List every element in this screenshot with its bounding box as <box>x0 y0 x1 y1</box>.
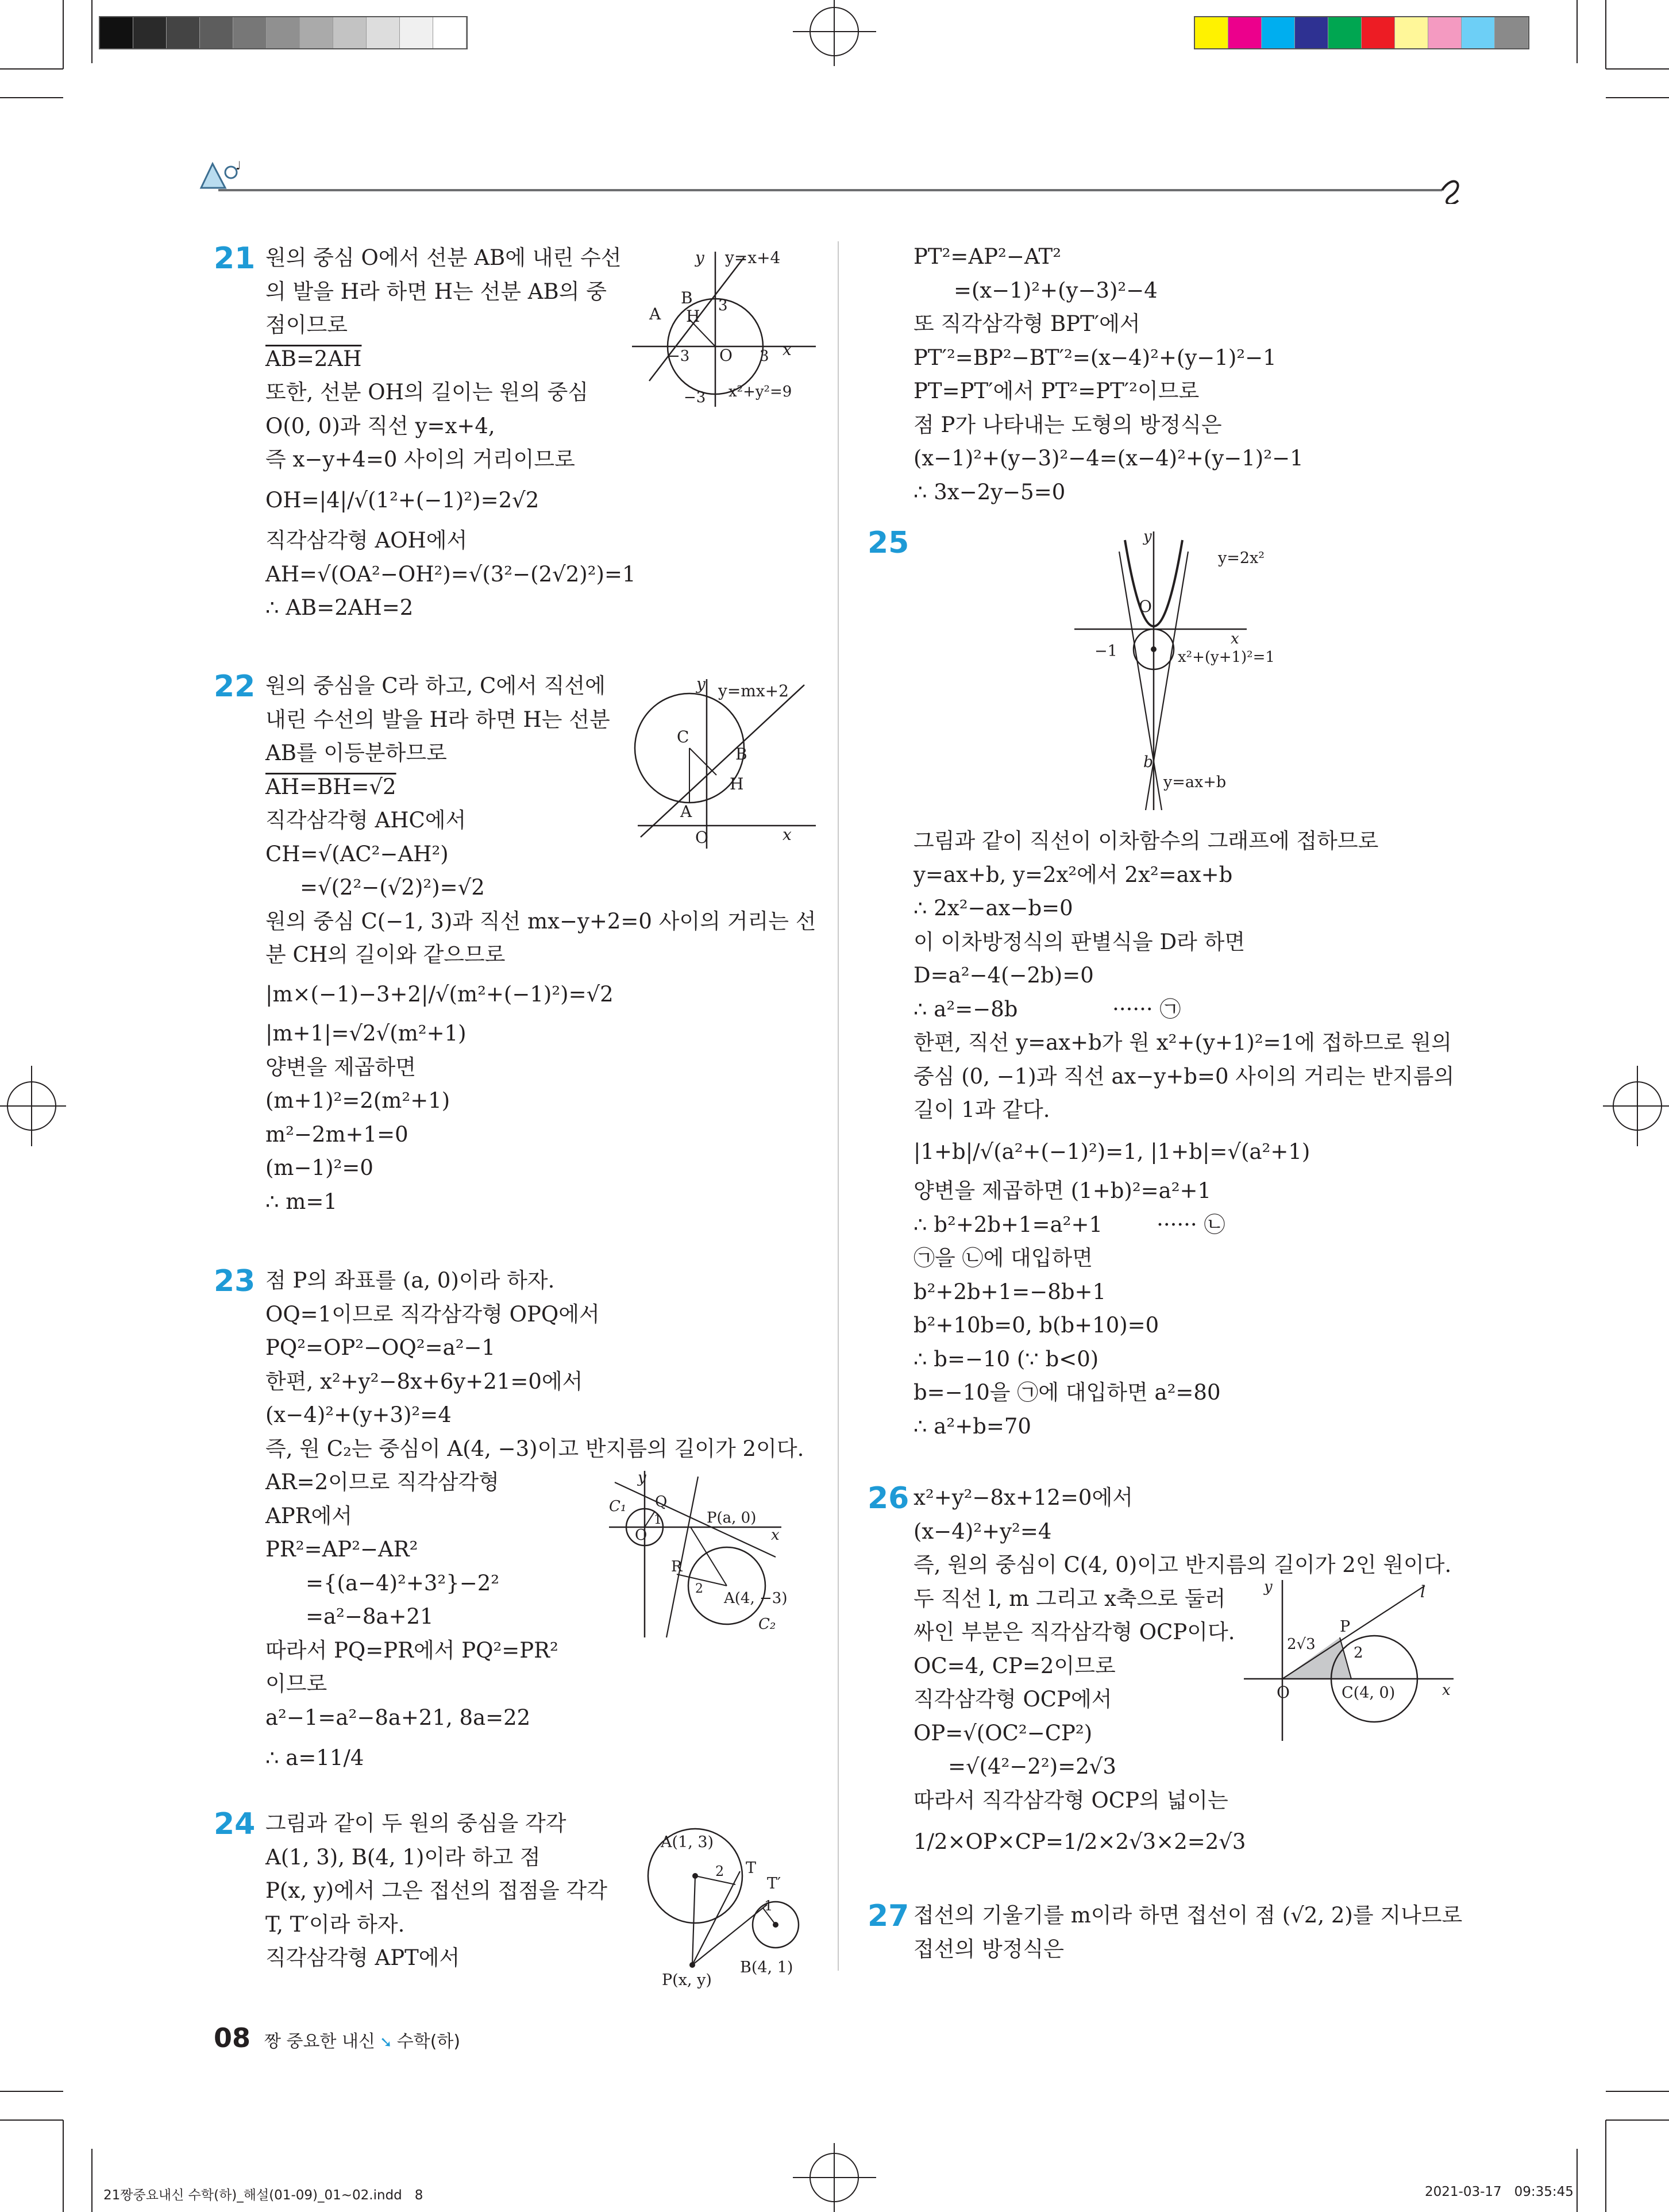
point-c: C <box>677 727 689 746</box>
line: O(0, 0)과 직선 y=x+4, <box>265 413 495 438</box>
line: 1/2×OP×CP=1/2×2√3×2=2√3 <box>913 1829 1246 1854</box>
problem-24-continued <box>913 240 1304 509</box>
line: 또 직각삼각형 BPT′에서 <box>913 311 1140 336</box>
line: 즉 x−y+4=0 사이의 거리이므로 <box>265 447 575 472</box>
file-name: 21짱중요내신 수학(하)_해설(01-09)_01~02.indd 8 <box>103 2188 423 2203</box>
line: 원의 중심을 C라 하고, C에서 직선에 <box>265 673 606 698</box>
radius-1: 1 <box>764 1898 773 1914</box>
tick-3-y: 3 <box>718 297 728 314</box>
origin: O <box>635 1527 647 1544</box>
line: 의 발을 H라 하면 H는 선분 AB의 중 <box>265 279 607 304</box>
tick-m1: −1 <box>1094 642 1117 660</box>
circle-c1: C₁ <box>609 1498 627 1515</box>
point-b: B <box>681 288 693 307</box>
line: 직각삼각형 OCP에서 <box>913 1687 1112 1712</box>
line: AB=2AH <box>265 346 362 371</box>
problem-27-number: 27 <box>868 1899 909 1933</box>
circle-c2: C₂ <box>758 1616 776 1633</box>
svg-text:♩: ♩ <box>236 159 241 172</box>
problem-25-text <box>913 824 1454 1443</box>
line: a²−1=a²−8a+21, 8a=22 <box>265 1705 531 1730</box>
point-b: B(4, 1) <box>740 1959 793 1976</box>
x-axis-label: x <box>771 1527 780 1544</box>
line: OP=√(OC²−CP²) <box>913 1720 1093 1745</box>
line: AB를 이등분하므로 <box>265 741 447 765</box>
header-ribbon <box>190 152 1471 204</box>
x-axis-label: x <box>783 340 792 359</box>
origin: O <box>1139 597 1152 616</box>
line-equation: y=ax+b <box>1163 773 1227 791</box>
radius-2: 2 <box>715 1863 724 1879</box>
line: OC=4, CP=2이므로 <box>913 1653 1116 1678</box>
point-a: A <box>680 802 692 821</box>
line: 접선의 방정식은 <box>913 1936 1064 1961</box>
point-h: H <box>686 307 700 326</box>
line: |1+b|/√(a²+(−1)²)=1, |1+b|=√(a²+1) <box>913 1139 1310 1164</box>
point-a: A(1, 3) <box>661 1833 714 1851</box>
line: 직각삼각형 APT에서 <box>265 1945 460 1970</box>
line: 양변을 제곱하면 <box>265 1054 416 1080</box>
tick-m3-y: −3 <box>684 389 706 406</box>
line: 한편, 직선 y=ax+b가 원 x²+(y+1)²=1에 접하므로 원의 <box>913 1030 1452 1055</box>
line: 이 이차방정식의 판별식을 D라 하면 <box>913 929 1246 954</box>
point-p: P(a, 0) <box>707 1509 757 1527</box>
line: m²−2m+1=0 <box>265 1122 408 1147</box>
line: PT²=AP²−AT² <box>913 244 1062 269</box>
line: PT′²=BP²−BT′²=(x−4)²+(y−1)²−1 <box>913 345 1277 370</box>
line: 따라서 직각삼각형 OCP의 넓이는 <box>913 1787 1228 1813</box>
intercept-b: b <box>1143 753 1154 771</box>
line: 길이 1과 같다. <box>913 1097 1050 1122</box>
line: |m+1|=√2√(m²+1) <box>265 1021 467 1046</box>
line: (m+1)²=2(m²+1) <box>265 1088 450 1113</box>
x-axis-label: x <box>1442 1682 1451 1699</box>
line: 직각삼각형 AHC에서 <box>265 808 467 833</box>
point-t-prime: T′ <box>767 1875 781 1893</box>
problem-21-figure <box>626 246 822 413</box>
line: OQ=1이므로 직각삼각형 OPQ에서 <box>265 1301 600 1327</box>
point-r: R <box>671 1558 683 1575</box>
line: b=−10을 ㉠에 대입하면 a²=80 <box>913 1380 1221 1405</box>
line: 또한, 선분 OH의 길이는 원의 중심 <box>265 380 589 404</box>
line: P(x, y)에서 그은 접선의 접점을 각각 <box>265 1878 608 1903</box>
line: 즉, 원의 중심이 C(4, 0)이고 반지름의 길이가 2인 원이다. <box>913 1552 1452 1577</box>
line: b²+10b=0, b(b+10)=0 <box>913 1313 1159 1338</box>
circle-equation: x²+y²=9 <box>728 383 792 400</box>
problem-24-figure <box>643 1824 827 1997</box>
problem-26-number: 26 <box>868 1481 909 1516</box>
parabola-equation: y=2x² <box>1218 549 1265 567</box>
line: ∴ 2x²−ax−b=0 <box>913 896 1073 920</box>
origin: O <box>1277 1683 1290 1702</box>
problem-25-number: 25 <box>868 526 909 560</box>
radius-1: 1 <box>654 1513 662 1527</box>
line-equation: y=mx+2 <box>718 681 789 700</box>
line: ㉠을 ㉡에 대입하면 <box>913 1246 1093 1270</box>
line: 싸인 부분은 직각삼각형 OCP이다. <box>913 1620 1235 1644</box>
length-2: 2 <box>1354 1644 1363 1662</box>
point-c: C(4, 0) <box>1342 1684 1396 1702</box>
line: ={(a−4)²+3²}−2² <box>306 1570 500 1596</box>
origin: O <box>695 828 708 847</box>
point-h: H <box>730 774 744 793</box>
problem-21-text <box>265 241 635 625</box>
line: 원의 중심 O에서 선분 AB에 내린 수선 <box>265 245 622 270</box>
line: 내린 수선의 발을 H라 하면 H는 선분 <box>265 707 610 732</box>
tick-3-x: 3 <box>760 348 769 365</box>
point-a: A(4, −3) <box>724 1590 788 1607</box>
point-q: Q <box>655 1493 668 1510</box>
line: ∴ m=1 <box>265 1189 337 1214</box>
line: ∴ a²=−8b ······ ㉠ <box>913 996 1181 1022</box>
problem-23-figure <box>603 1465 816 1643</box>
line: 원의 중심 C(−1, 3)과 직선 mx−y+2=0 사이의 거리는 선 <box>265 908 816 934</box>
point-p: P(x, y) <box>662 1971 712 1989</box>
line: (x−4)²+(y+3)²=4 <box>265 1402 452 1427</box>
bookmark-icon: ➘ <box>379 2034 392 2051</box>
problem-21-number: 21 <box>214 241 256 276</box>
line: |m×(−1)−3+2|/√(m²+(−1)²)=√2 <box>265 981 614 1007</box>
line: 양변을 제곱하면 (1+b)²=a²+1 <box>913 1178 1212 1203</box>
line: PR²=AP²−AR² <box>265 1537 418 1562</box>
problem-22-figure <box>632 673 822 857</box>
line: 점 P의 좌표를 (a, 0)이라 하자. <box>265 1268 555 1293</box>
line: 중심 (0, −1)과 직선 ax−y+b=0 사이의 거리는 반지름의 <box>913 1063 1455 1089</box>
line: b²+2b+1=−8b+1 <box>913 1279 1107 1304</box>
point-p: P <box>1340 1618 1351 1636</box>
line: PQ²=OP²−OQ²=a²−1 <box>265 1335 496 1360</box>
line: 이므로 <box>265 1671 327 1696</box>
line: ∴ b=−10 (∵ b<0) <box>913 1346 1099 1371</box>
line: 한편, x²+y²−8x+6y+21=0에서 <box>265 1369 583 1394</box>
line: CH=√(AC²−AH²) <box>265 841 449 866</box>
line: AH=BH=√2 <box>265 774 396 799</box>
line: 점 P가 나타내는 도형의 방정식은 <box>913 412 1222 437</box>
page-footer <box>214 2022 460 2053</box>
y-axis-label: y <box>1264 1578 1273 1596</box>
line: =a²−8a+21 <box>306 1604 434 1629</box>
line: 점이므로 <box>265 313 348 337</box>
line: 분 CH의 길이와 같으므로 <box>265 942 506 967</box>
line: AH=√(OA²−OH²)=√(3²−(2√2)²)=1 <box>265 561 636 587</box>
column-divider <box>838 241 839 1971</box>
line: (x−1)²+(y−3)²−4=(x−4)²+(y−1)²−1 <box>913 446 1304 471</box>
line: (x−4)²+y²=4 <box>913 1519 1052 1544</box>
line: 직각삼각형 AOH에서 <box>265 528 468 553</box>
y-axis-label: y <box>1143 529 1152 545</box>
problem-22-number: 22 <box>214 669 256 704</box>
line: ∴ 3x−2y−5=0 <box>913 479 1066 504</box>
x-axis-label: x <box>1231 630 1239 648</box>
problem-24-text <box>265 1807 607 1975</box>
line: 두 직선 l, m 그리고 x축으로 둘러 <box>913 1586 1226 1611</box>
line: 즉, 원 C₂는 중심이 A(4, −3)이고 반지름의 길이가 2이다. <box>265 1436 804 1461</box>
line: 따라서 PQ=PR에서 PQ²=PR² <box>265 1637 558 1663</box>
subject: 수학(하) <box>396 2032 461 2052</box>
line: ∴ AB=2AH=2 <box>265 595 414 620</box>
line: PT=PT′에서 PT²=PT′²이므로 <box>913 379 1200 403</box>
point-t: T <box>746 1859 757 1877</box>
y-axis-label: y <box>696 675 706 693</box>
line: =√(4²−2²)=2√3 <box>948 1754 1116 1779</box>
problem-23-number: 23 <box>214 1264 256 1298</box>
page-number: 08 <box>214 2022 251 2053</box>
line: ∴ a=11/4 <box>265 1745 364 1770</box>
line: =√(2²−(√2)²)=√2 <box>300 875 485 900</box>
line: =(x−1)²+(y−3)²−4 <box>954 278 1158 303</box>
line: y=ax+b, y=2x²에서 2x²=ax+b <box>913 862 1233 887</box>
timestamp: 2021-03-17 09:35:45 <box>1425 2184 1574 2199</box>
line: 그림과 같이 직선이 이차함수의 그래프에 접하므로 <box>913 828 1379 853</box>
line: 접선의 기울기를 m이라 하면 접선이 점 (√2, 2)를 지나므로 <box>913 1903 1463 1928</box>
line: T, T′이라 하자. <box>265 1912 405 1937</box>
circle-equation: x²+(y+1)²=1 <box>1178 649 1275 666</box>
line: ∴ a²+b=70 <box>913 1413 1031 1439</box>
origin: O <box>719 346 733 365</box>
y-axis-label: y <box>695 248 704 267</box>
problem-26-figure <box>1241 1574 1459 1747</box>
line: D=a²−4(−2b)=0 <box>913 963 1094 988</box>
line-l: l <box>1420 1582 1425 1601</box>
problem-24-number: 24 <box>214 1807 256 1841</box>
tick-m3-x: −3 <box>668 348 690 365</box>
book-title: 짱 중요한 내신 <box>264 2032 375 2052</box>
x-axis-label: x <box>783 825 792 844</box>
problem-27-text <box>913 1899 1462 1966</box>
line: (m−1)²=0 <box>265 1155 373 1180</box>
radius-2: 2 <box>695 1582 703 1596</box>
line: ∴ b²+2b+1=a²+1 ······ ㉡ <box>913 1212 1225 1237</box>
point-a: A <box>649 305 661 323</box>
line: A(1, 3), B(4, 1)이라 하고 점 <box>265 1844 541 1870</box>
length-2sqrt3: 2√3 <box>1287 1636 1316 1653</box>
point-b: B <box>735 745 747 764</box>
line: AR=2이므로 직각삼각형 <box>265 1470 499 1494</box>
line: APR에서 <box>265 1503 352 1528</box>
problem-25-figure <box>1069 529 1310 816</box>
y-axis-label: y <box>638 1469 646 1486</box>
line: OH=|4|/√(1²+(−1)²)=2√2 <box>265 487 539 512</box>
line: 그림과 같이 두 원의 중심을 각각 <box>265 1811 566 1836</box>
line-equation: y=x+4 <box>725 248 781 267</box>
line: x²+y²−8x+12=0에서 <box>913 1485 1133 1510</box>
